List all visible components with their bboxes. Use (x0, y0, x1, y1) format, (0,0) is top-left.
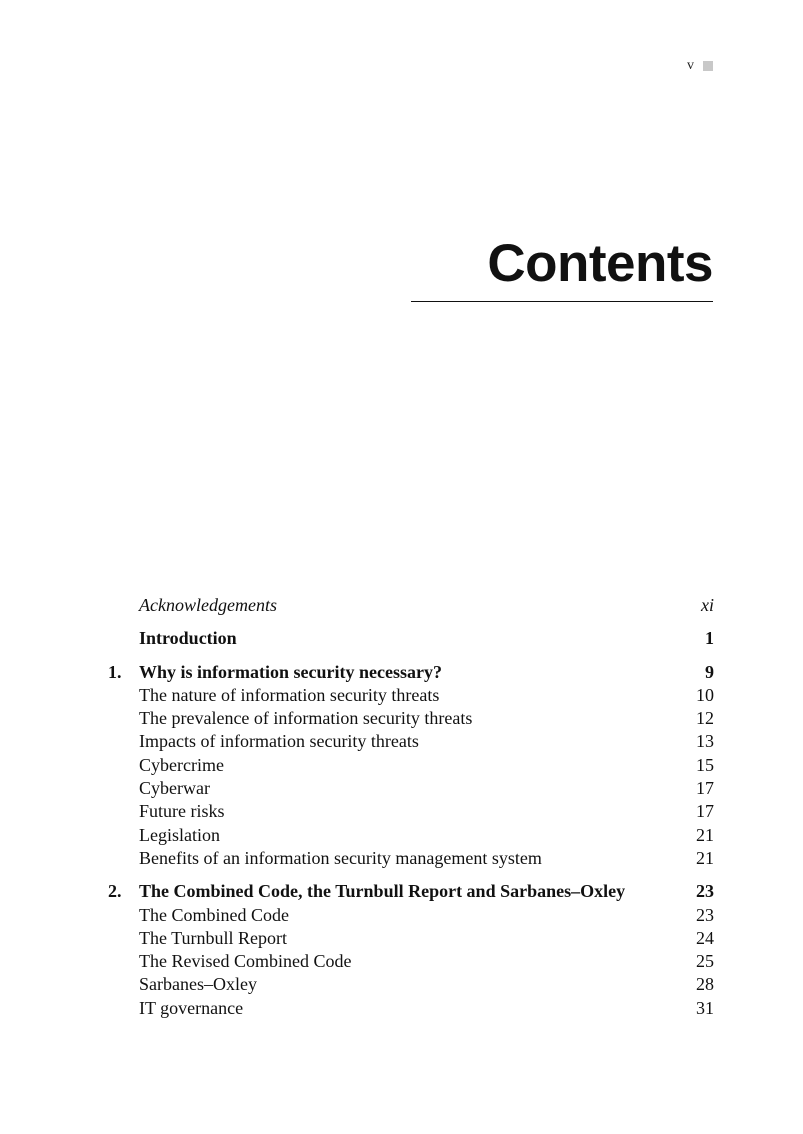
toc-section (108, 847, 714, 870)
toc-section-title: IT governance (139, 997, 244, 1018)
toc-chapter-title: Why is information security necessary? (139, 661, 442, 682)
toc-section-title: Sarbanes–Oxley (139, 974, 257, 995)
toc-section-title: The Turnbull Report (139, 927, 288, 948)
toc-section (108, 973, 714, 996)
title-underline-rule (411, 301, 713, 302)
toc-entry (108, 627, 714, 650)
toc-section (108, 904, 714, 927)
page-number: v (687, 58, 694, 73)
toc-entry-page: xi (701, 595, 714, 615)
toc-section (108, 707, 714, 730)
toc-chapter-number: 1. (108, 661, 122, 682)
toc-section-page: 31 (696, 997, 714, 1018)
toc-section-page: 17 (696, 801, 714, 822)
toc-section-page: 25 (696, 951, 714, 972)
toc-chapter-page: 9 (705, 661, 714, 682)
toc-chapter-1 (108, 661, 714, 871)
toc-chapter-heading (108, 880, 714, 903)
toc-section-page: 21 (696, 847, 714, 868)
toc-section (108, 730, 714, 753)
toc-front-matter-acknowledgements (108, 594, 714, 617)
table-of-contents (108, 594, 714, 1030)
toc-section (108, 684, 714, 707)
toc-section-page: 10 (696, 684, 714, 705)
folio-marker-square (703, 61, 713, 71)
toc-chapter-number: 2. (108, 881, 122, 902)
toc-section-page: 12 (696, 708, 714, 729)
toc-section-page: 24 (696, 927, 714, 948)
toc-front-matter-introduction (108, 627, 714, 650)
toc-chapter-page: 23 (696, 881, 714, 902)
toc-section-title: Cybercrime (139, 754, 224, 775)
toc-section-title: The nature of information security threats (139, 684, 440, 705)
toc-chapter-heading (108, 661, 714, 684)
toc-section (108, 927, 714, 950)
toc-section-title: Cyberwar (139, 778, 210, 799)
page-folio (687, 58, 713, 74)
toc-entry-title: Introduction (139, 628, 237, 649)
toc-section (108, 754, 714, 777)
toc-chapter-2 (108, 880, 714, 1020)
toc-section (108, 800, 714, 823)
toc-entry (108, 594, 714, 617)
toc-section-title: The Revised Combined Code (139, 951, 352, 972)
toc-chapter-title: The Combined Code, the Turnbull Report and Sarbanes–Oxley (139, 881, 626, 902)
toc-section-title: Benefits of an information security management system (139, 847, 542, 868)
page-title: Contents (487, 234, 713, 293)
toc-section (108, 824, 714, 847)
toc-section (108, 997, 714, 1020)
toc-section-page: 13 (696, 731, 714, 752)
toc-section-page: 15 (696, 754, 714, 775)
toc-section-title: Future risks (139, 801, 225, 822)
toc-section-page: 21 (696, 824, 714, 845)
toc-section-title: The prevalence of information security threats (139, 708, 473, 729)
toc-section-title: The Combined Code (139, 904, 289, 925)
toc-section-title: Legislation (139, 824, 220, 845)
toc-section-page: 23 (696, 904, 714, 925)
toc-section-page: 28 (696, 974, 714, 995)
toc-entry-title: Acknowledgements (139, 595, 277, 615)
toc-section (108, 950, 714, 973)
toc-section (108, 777, 714, 800)
toc-entry-page: 1 (705, 628, 714, 649)
toc-section-title: Impacts of information security threats (139, 731, 419, 752)
toc-section-page: 17 (696, 778, 714, 799)
